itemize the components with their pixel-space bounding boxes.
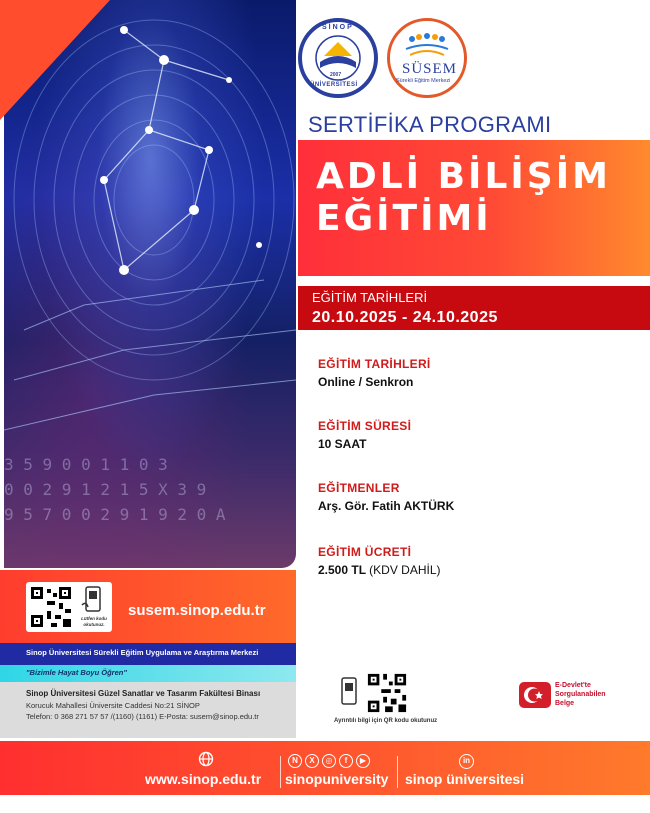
svg-text:9 5 7 0 0 2 9 1 9 2 0 A: 9 5 7 0 0 2 9 1 9 2 0 A: [4, 505, 226, 524]
course-title-line-1: ADLİ BİLİŞİM: [316, 156, 611, 197]
qr-info-block: [338, 672, 412, 712]
people-icon: [390, 25, 464, 65]
footer-social-handle[interactable]: sinopuniversity: [285, 771, 389, 787]
globe-icon: [197, 751, 215, 767]
susem-logo: [387, 18, 467, 98]
youtube-icon[interactable]: ▶: [356, 754, 370, 768]
detail-label-format: EĞİTİM TARİHLERİ: [318, 357, 431, 371]
facebook-icon[interactable]: f: [339, 754, 353, 768]
footer-website-link[interactable]: www.sinop.edu.tr: [145, 771, 262, 787]
sinop-logo-bottom-text: ÜNİVERSİTESİ: [310, 82, 358, 88]
nsosyal-icon[interactable]: N: [288, 754, 302, 768]
x-icon[interactable]: X: [305, 754, 319, 768]
detail-label-duration: EĞİTİM SÜRESİ: [318, 419, 412, 433]
detail-value-fee: [318, 563, 441, 577]
e-devlet-line-2: Sorgulanabilen: [555, 691, 606, 698]
qr-code-icon[interactable]: [29, 585, 73, 629]
susem-logo-name: SÜSEM: [402, 61, 458, 77]
sinop-logo-year: 2007: [330, 72, 342, 78]
qr-card-caption: Lütfen kodu okutunuz.: [81, 616, 107, 627]
contact-info: Telefon: 0 368 271 57 57 /(1160) (1161) E-Posta: susem@sinop.edu.tr: [26, 712, 259, 721]
footer-divider: [280, 756, 281, 788]
e-devlet-line-1: E-Devlet'te: [555, 682, 591, 689]
slogan: "Bizimle Hayat Boyu Öğren": [26, 668, 127, 677]
detail-value-duration: 10 SAAT: [318, 437, 367, 451]
qr-info-caption: Ayrıntılı bilgi için QR kodu okutunuz: [334, 718, 438, 724]
susem-website-link[interactable]: susem.sinop.edu.tr: [128, 602, 266, 619]
qr-code-icon[interactable]: [366, 672, 408, 714]
detail-label-fee: EĞİTİM ÜCRETİ: [318, 545, 412, 559]
corner-decoration: [0, 0, 110, 120]
social-icons: [288, 751, 398, 767]
linkedin-icon[interactable]: in: [459, 751, 477, 767]
susem-logo-subtitle: Sürekli Eğitim Merkezi: [396, 78, 451, 84]
fee-note: (KDV DAHİL): [369, 563, 441, 577]
center-name: Sinop Üniversitesi Sürekli Eğitim Uygulama ve Araştırma Merkezi: [26, 648, 259, 657]
qr-card: [26, 582, 112, 632]
footer-linkedin-link[interactable]: sinop üniversitesi: [405, 771, 525, 787]
instagram-icon[interactable]: ◎: [322, 754, 336, 768]
address-line: Korucuk Mahallesi Üniversite Caddesi No:21 SİNOP: [26, 701, 200, 710]
e-devlet-line-3: Belge: [555, 700, 575, 707]
svg-text:3 5 9 0 0 1 1 0 3: 3 5 9 0 0 1 1 0 3: [4, 455, 168, 474]
detail-label-instructors: EĞİTMENLER: [318, 481, 400, 495]
fee-amount: 2.500 TL: [318, 563, 366, 577]
footer-divider: [397, 756, 398, 788]
address-title: Sinop Üniversitesi Güzel Sanatlar ve Tasarım Fakültesi Binası: [26, 689, 261, 698]
sinop-logo-top-text: SİNOP: [322, 24, 354, 31]
course-title-line-2: EĞİTİMİ: [316, 198, 492, 239]
dates-banner-value: 20.10.2025 - 24.10.2025: [312, 309, 498, 326]
dates-banner-label: EĞİTİM TARİHLERİ: [312, 290, 428, 305]
phone-scan-icon: [338, 676, 360, 710]
svg-text:0 0 2 9 1 2 1 5 X 3 9: 0 0 2 9 1 2 1 5 X 3 9: [4, 480, 207, 499]
detail-value-format: Online / Senkron: [318, 375, 414, 389]
e-devlet-caption: [555, 681, 606, 708]
e-devlet-logo: [519, 682, 551, 708]
program-type: SERTİFİKA PROGRAMI: [308, 112, 552, 137]
detail-value-instructors: Arş. Gör. Fatih AKTÜRK: [318, 499, 455, 513]
phone-scan-icon: [80, 585, 106, 615]
sinop-university-logo: [298, 18, 378, 98]
